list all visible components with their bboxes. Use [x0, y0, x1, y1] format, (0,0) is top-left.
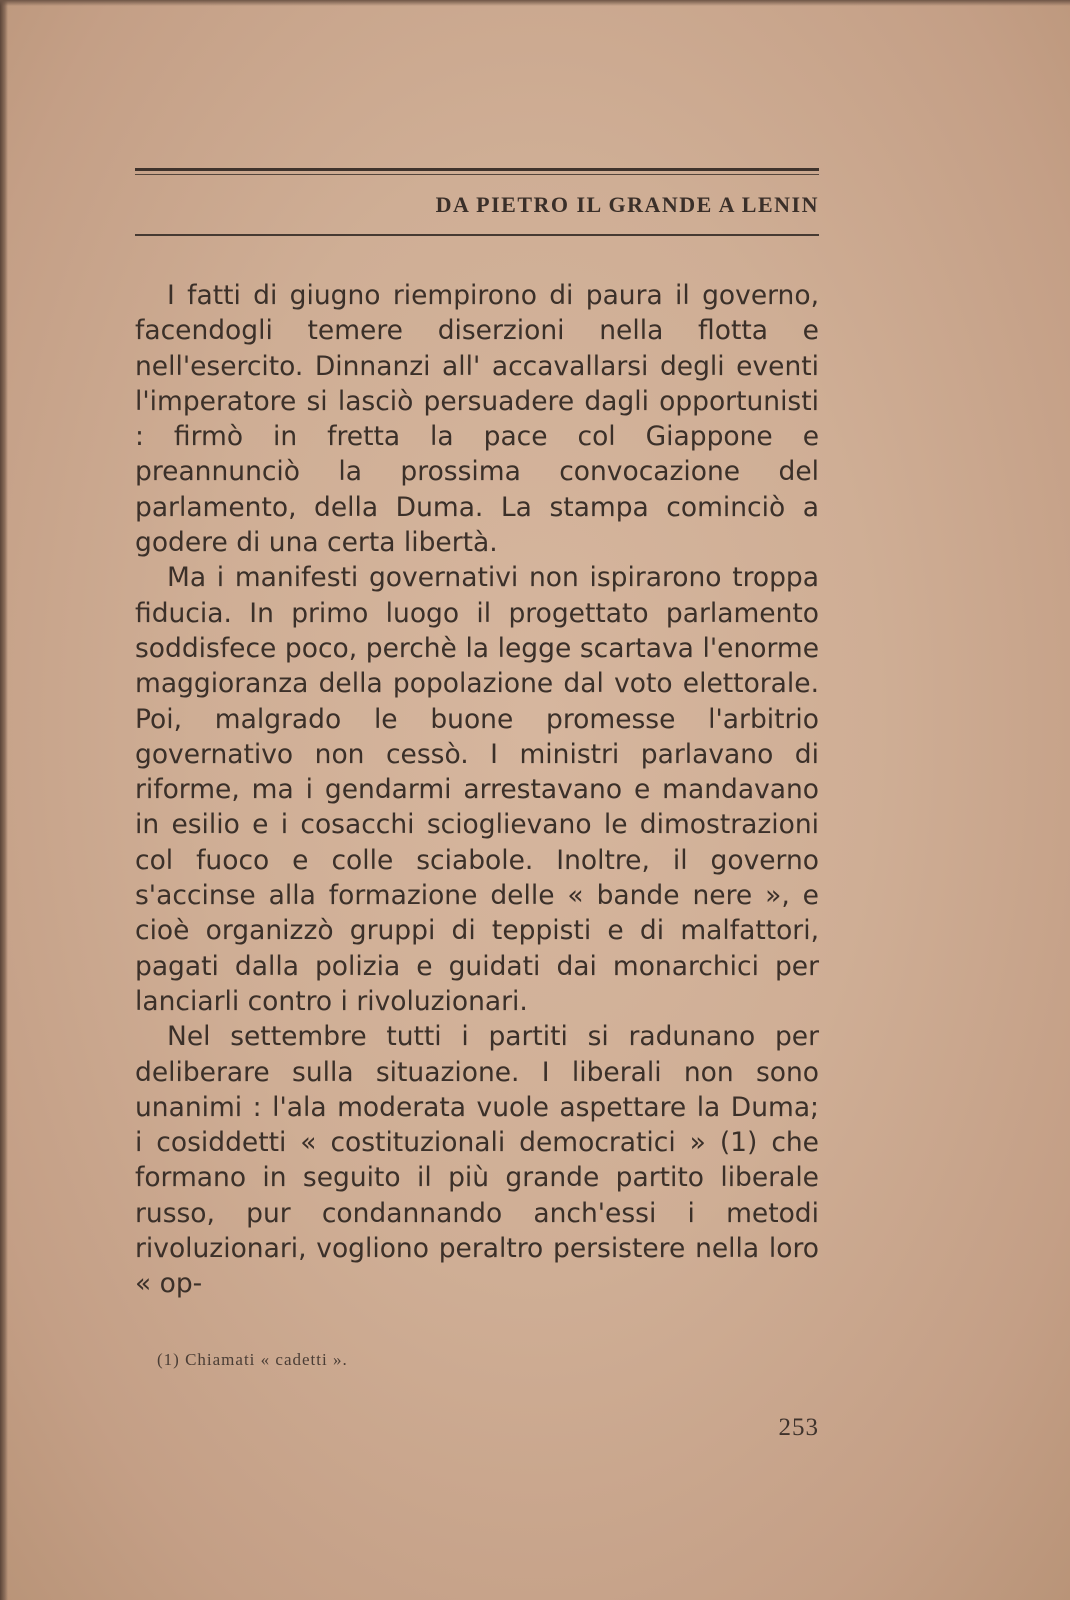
page-number: 253 [778, 1414, 819, 1441]
page-binding-edge [0, 0, 8, 1600]
header-rule-bottom [135, 234, 819, 236]
paragraph: Nel settembre tutti i partiti si radunano per deliberare sulla situazione. I liberali non sono unanimi : l'ala moderata vuole aspettare la Duma; i cosiddetti « costituzionali democratici » (1) che formano in seguito il più grande partito liberale russo, pur condannando anch'essi i metodi rivoluzionari, vogliono peraltro persistere nella loro « op- [135, 1021, 819, 1300]
paragraph: I fatti di giugno riempirono di paura il governo, facendogli temere diserzioni nella flotta e nell'esercito. Dinnanzi all' accavallarsi degli eventi l'imperatore si lasciò persuadere dagli opportunisti : firmò in fretta la pace col Giappone e preannunciò la prossima convocazione del parlamento, della Duma. La stampa cominciò a godere di una certa libertà. [135, 280, 819, 559]
header-rule-thin [135, 174, 819, 175]
header-rule-thick [135, 168, 819, 171]
running-title: DA PIETRO IL GRANDE A LENIN [435, 192, 819, 217]
footnote: (1) Chiamati « cadetti ». [157, 1350, 348, 1369]
body-text [135, 278, 819, 1302]
paragraph: Ma i manifesti governativi non ispirarono troppa fiducia. In primo luogo il progettato parlamento soddisfece poco, perchè la legge scartava l'enorme maggioranza della popolazione dal voto elettorale. Poi, malgrado le buone promesse l'arbitrio governativo non cessò. I ministri parlavano di riforme, ma i gendarmi arrestavano e mandavano in esilio e i cosacchi scioglievano le dimostrazioni col fuoco e colle sciabole. Inoltre, il governo s'accinse alla formazione delle « bande nere », e cioè organizzò gruppi di teppisti e di malfattori, pagati dalla polizia e guidati dai monarchici per lanciarli contro i rivoluzionari. [135, 562, 819, 1017]
page-top-edge [0, 0, 1070, 6]
